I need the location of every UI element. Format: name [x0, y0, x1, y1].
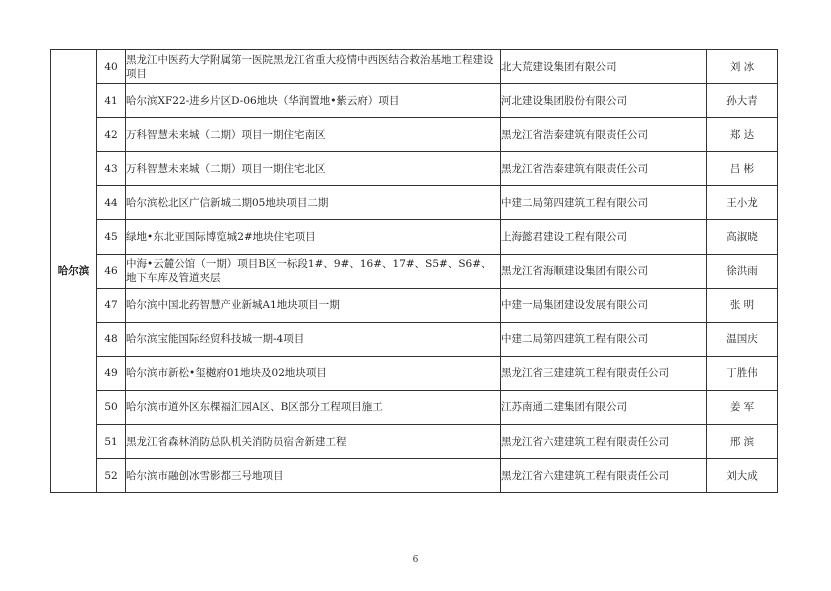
project-name: 哈尔滨宝能国际经贸科技城一期-4项目 — [126, 322, 501, 356]
table-row — [51, 254, 778, 288]
project-name: 哈尔滨XF22-进乡片区D-06地块（华润置地•紫云府）项目 — [126, 84, 501, 118]
table-row — [51, 152, 778, 186]
table-row — [51, 322, 778, 356]
company-name: 黑龙江省六建建筑工程有限责任公司 — [501, 459, 707, 493]
company-name: 黑龙江省浩泰建筑有限责任公司 — [501, 152, 707, 186]
table-row — [51, 425, 778, 459]
project-name: 万科智慧未来城（二期）项目一期住宅南区 — [126, 118, 501, 152]
project-name: 哈尔滨市道外区东棵福汇园A区、B区部分工程项目施工 — [126, 390, 501, 424]
row-number: 45 — [97, 220, 126, 254]
responsible-person: 温国庆 — [707, 322, 778, 356]
project-name: 绿地•东北亚国际博览城2#地块住宅项目 — [126, 220, 501, 254]
responsible-person: 孙大青 — [707, 84, 778, 118]
company-name: 北大荒建设集团有限公司 — [501, 50, 707, 84]
responsible-person: 姜 军 — [707, 390, 778, 424]
row-number: 51 — [97, 425, 126, 459]
row-number: 44 — [97, 186, 126, 220]
company-name: 黑龙江省海顺建设集团有限公司 — [501, 254, 707, 288]
project-table — [50, 49, 778, 493]
table-row — [51, 220, 778, 254]
responsible-person: 邢 滨 — [707, 425, 778, 459]
project-name: 中海•云麓公馆（一期）项目B区一标段1#、9#、16#、17#、S5#、S6#、地下车库及管道夹层 — [126, 254, 501, 288]
row-number: 52 — [97, 459, 126, 493]
project-name: 黑龙江省森林消防总队机关消防员宿舍新建工程 — [126, 425, 501, 459]
company-name: 河北建设集团股份有限公司 — [501, 84, 707, 118]
row-number: 47 — [97, 288, 126, 322]
row-number: 41 — [97, 84, 126, 118]
table-row — [51, 390, 778, 424]
responsible-person: 刘 冰 — [707, 50, 778, 84]
responsible-person: 王小龙 — [707, 186, 778, 220]
row-number: 43 — [97, 152, 126, 186]
row-number: 40 — [97, 50, 126, 84]
project-name: 哈尔滨市新松•玺樾府01地块及02地块项目 — [126, 356, 501, 390]
company-name: 上海懿君建设工程有限公司 — [501, 220, 707, 254]
table-row — [51, 186, 778, 220]
row-number: 50 — [97, 390, 126, 424]
project-name: 万科智慧未来城（二期）项目一期住宅北区 — [126, 152, 501, 186]
responsible-person: 刘大成 — [707, 459, 778, 493]
responsible-person: 郑 达 — [707, 118, 778, 152]
row-number: 48 — [97, 322, 126, 356]
table-row — [51, 288, 778, 322]
project-name: 哈尔滨松北区广信新城二期05地块项目二期 — [126, 186, 501, 220]
project-name: 哈尔滨中国北药智慧产业新城A1地块项目一期 — [126, 288, 501, 322]
page-number: 6 — [412, 555, 419, 565]
responsible-person: 徐洪雨 — [707, 254, 778, 288]
table-row — [51, 356, 778, 390]
project-table-body — [51, 50, 778, 493]
company-name: 江苏南通二建集团有限公司 — [501, 390, 707, 424]
project-name: 哈尔滨市融创冰雪影都三号地项目 — [126, 459, 501, 493]
responsible-person: 张 明 — [707, 288, 778, 322]
project-name: 黑龙江中医药大学附属第一医院黑龙江省重大疫情中西医结合救治基地工程建设项目 — [126, 50, 501, 84]
company-name: 黑龙江省三建建筑工程有限责任公司 — [501, 356, 707, 390]
city-cell: 哈尔滨 — [51, 50, 97, 493]
responsible-person: 高淑晓 — [707, 220, 778, 254]
table-row — [51, 459, 778, 493]
company-name: 中建二局第四建筑工程有限公司 — [501, 322, 707, 356]
company-name: 中建二局第四建筑工程有限公司 — [501, 186, 707, 220]
company-name: 中建一局集团建设发展有限公司 — [501, 288, 707, 322]
table-row — [51, 84, 778, 118]
row-number: 49 — [97, 356, 126, 390]
row-number: 42 — [97, 118, 126, 152]
responsible-person: 吕 彬 — [707, 152, 778, 186]
table-row — [51, 118, 778, 152]
company-name: 黑龙江省浩泰建筑有限责任公司 — [501, 118, 707, 152]
row-number: 46 — [97, 254, 126, 288]
responsible-person: 丁胜伟 — [707, 356, 778, 390]
table-row — [51, 50, 778, 84]
company-name: 黑龙江省六建建筑工程有限责任公司 — [501, 425, 707, 459]
